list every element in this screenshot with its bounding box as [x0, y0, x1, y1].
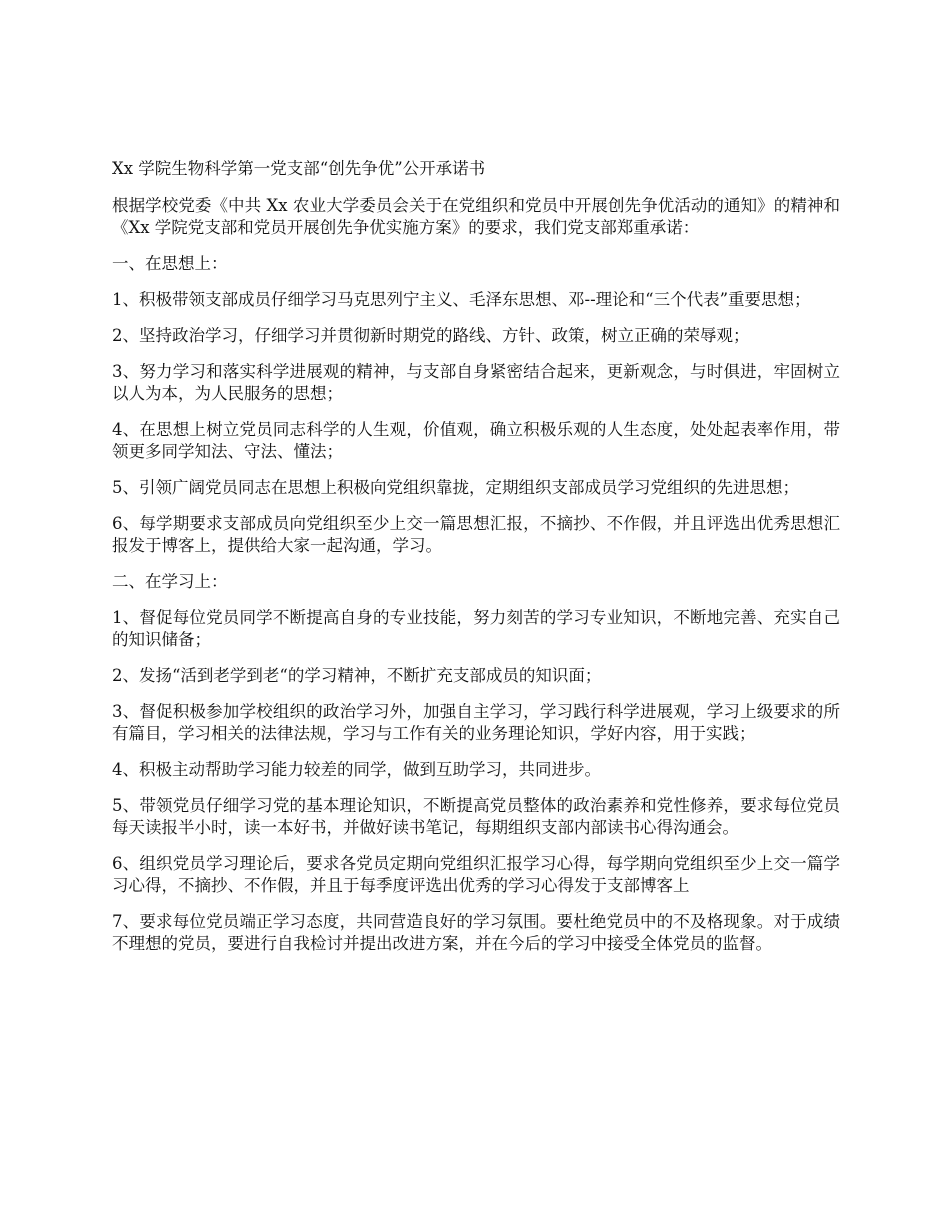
- list-item: 2、坚持政治学习，仔细学习并贯彻新时期党的路线、方针、政策，树立正确的荣辱观；: [112, 326, 750, 345]
- list-item: 1、积极带领支部成员仔细学习马克思列宁主义、毛泽东思想、邓--理论和“三个代表”重要思想；: [112, 290, 811, 309]
- section-heading-thought: 一、在思想上：: [112, 254, 228, 273]
- list-item: 2、发扬“活到老学到老“的学习精神，不断扩充支部成员的知识面；: [112, 666, 602, 685]
- intro-paragraph: 根据学校党委《中共 Xx 农业大学委员会关于在党组织和党员中开展创先争优活动的通知》的精神和《Xx 学院党支部和党员开展创先争优实施方案》的要求，我们党支部郑重承诺：: [112, 196, 840, 237]
- list-item: 3、督促积极参加学校组织的政治学习外，加强自主学习，学习践行科学进展观，学习上级要求的所有篇目，学习相关的法律法规，学习与工作有关的业务理论知识，学好内容，用于实践；: [112, 702, 840, 743]
- list-item: 4、积极主动帮助学习能力较差的同学，做到互助学习，共同进步。: [112, 760, 601, 779]
- list-item: 1、督促每位党员同学不断提高自身的专业技能，努力刻苦的学习专业知识，不断地完善、充实自己的知识储备；: [112, 608, 840, 649]
- list-item: 7、要求每位党员端正学习态度，共同营造良好的学习氛围。要杜绝党员中的不及格现象。对于成绩不理想的党员，要进行自我检讨并提出改进方案，并在今后的学习中接受全体党员的监督。: [112, 912, 840, 953]
- list-item: 3、努力学习和落实科学进展观的精神，与支部自身紧密结合起来，更新观念，与时俱进，牢固树立以人为本，为人民服务的思想；: [112, 362, 840, 403]
- list-item: 6、每学期要求支部成员向党组织至少上交一篇思想汇报，不摘抄、不作假，并且评选出优秀思想汇报发于博客上，提供给大家一起沟通，学习。: [112, 514, 840, 555]
- list-item: 6、组织党员学习理论后，要求各党员定期向党组织汇报学习心得，每学期向党组织至少上交一篇学习心得，不摘抄、不作假，并且于每季度评选出优秀的学习心得发于支部博客上: [112, 854, 840, 895]
- document-title: Xx 学院生物科学第一党支部“创先争优”公开承诺书: [112, 159, 486, 178]
- list-item: 4、在思想上树立党员同志科学的人生观，价值观，确立积极乐观的人生态度，处处起表率作用，带领更多同学知法、守法、懂法；: [112, 420, 840, 461]
- list-item: 5、引领广阔党员同志在思想上积极向党组织靠拢，定期组织支部成员学习党组织的先进思想；: [112, 478, 799, 497]
- list-item: 5、带领党员仔细学习党的基本理论知识，不断提高党员整体的政治素养和党性修养，要求每位党员每天读报半小时，读一本好书，并做好读书笔记，每期组织支部内部读书心得沟通会。: [112, 796, 840, 837]
- section-heading-study: 二、在学习上：: [112, 572, 228, 591]
